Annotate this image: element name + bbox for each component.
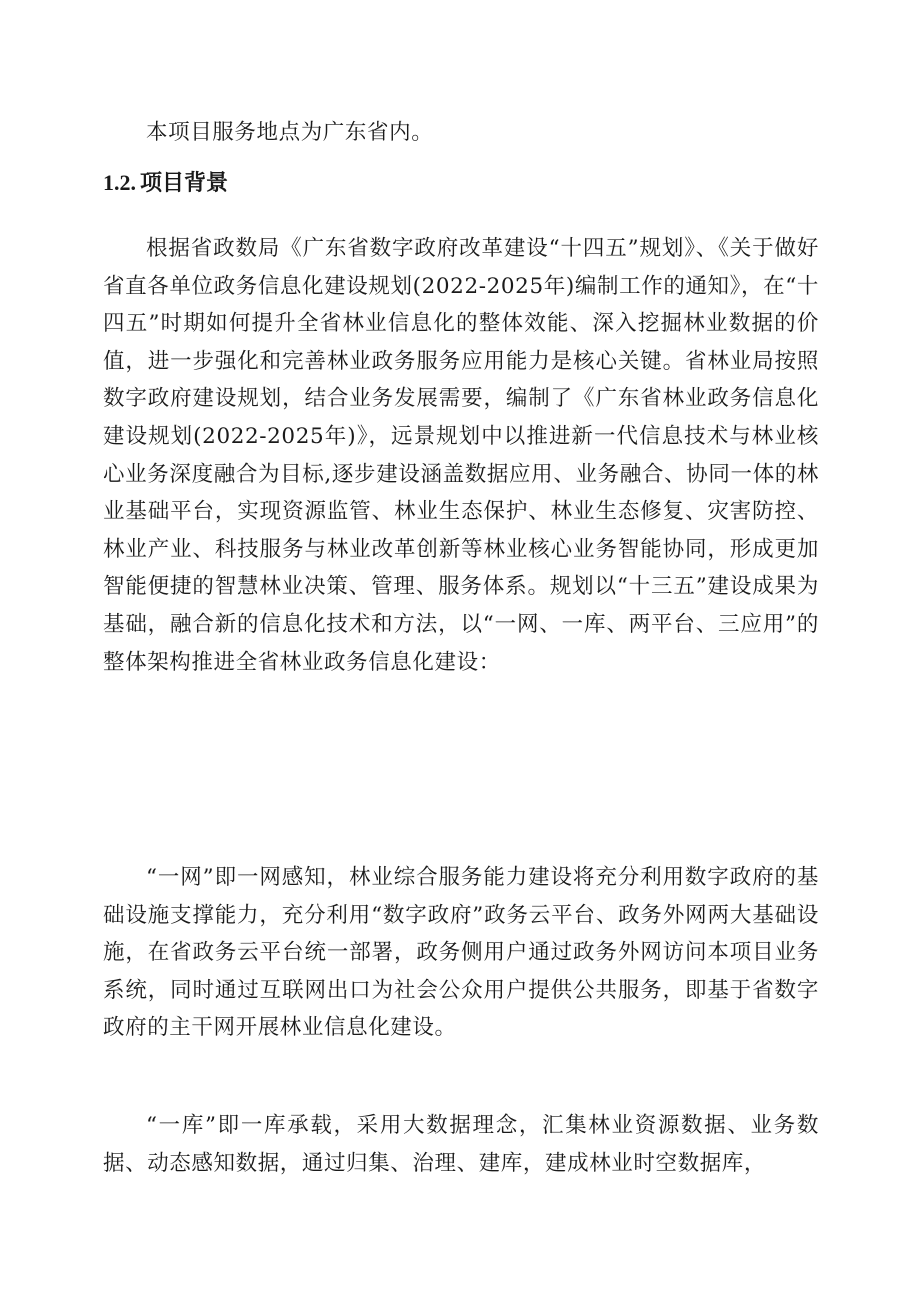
background-paragraph: 根据省政数局《广东省数字政府改革建设“十四五”规划》、《关于做好省直各单位政务信息化建设规划(2022-2025年)编制工作的通知》，在“十四五”时期如何提升全省林业信息化的整体效能、深入挖掘林业数据的价值，进一步强化和完善林业政务服务应用能力是核心关键。省林业局按照数字政府建设规划，结合业务发展需要，编制了《广东省林业政务信息化建设规划(2022-2025年)》，远景规划中以推进新一代信息技术与林业核心业务深度融合为目标,逐步建设涵盖数据应用、业务融合、协同一体的林业基础平台，实现资源监管、林业生态保护、林业生态修复、灾害防控、林业产业、科技服务与林业改革创新等林业核心业务智能协同，形成更加智能便捷的智慧林业决策、管理、服务体系。规划以“十三五”建设成果为基础，融合新的信息化技术和方法，以“一网、一库、两平台、三应用”的整体架构推进全省林业政务信息化建设：: [103, 236, 819, 675]
yiwang-paragraph: “一网”即一网感知，林业综合服务能力建设将充分利用数字政府的基础设施支撑能力，充分利用“数字政府”政务云平台、政务外网两大基础设施，在省政务云平台统一部署，政务侧用户通过政务外网访问本项目业务系统，同时通过互联网出口为社会公众用户提供公共服务，即基于省数字政府的主干网开展林业信息化建设。: [103, 865, 819, 1041]
section-number: 1.2.: [103, 170, 136, 195]
yiku-paragraph: “一库”即一库承载，采用大数据理念，汇集林业资源数据、业务数据、动态感知数据，通过归集、治理、建库，建成林业时空数据库，: [103, 1113, 819, 1176]
section-title: 项目背景: [140, 170, 229, 196]
service-location-paragraph: 本项目服务地点为广东省内。: [146, 120, 434, 145]
section-heading: [103, 168, 228, 198]
